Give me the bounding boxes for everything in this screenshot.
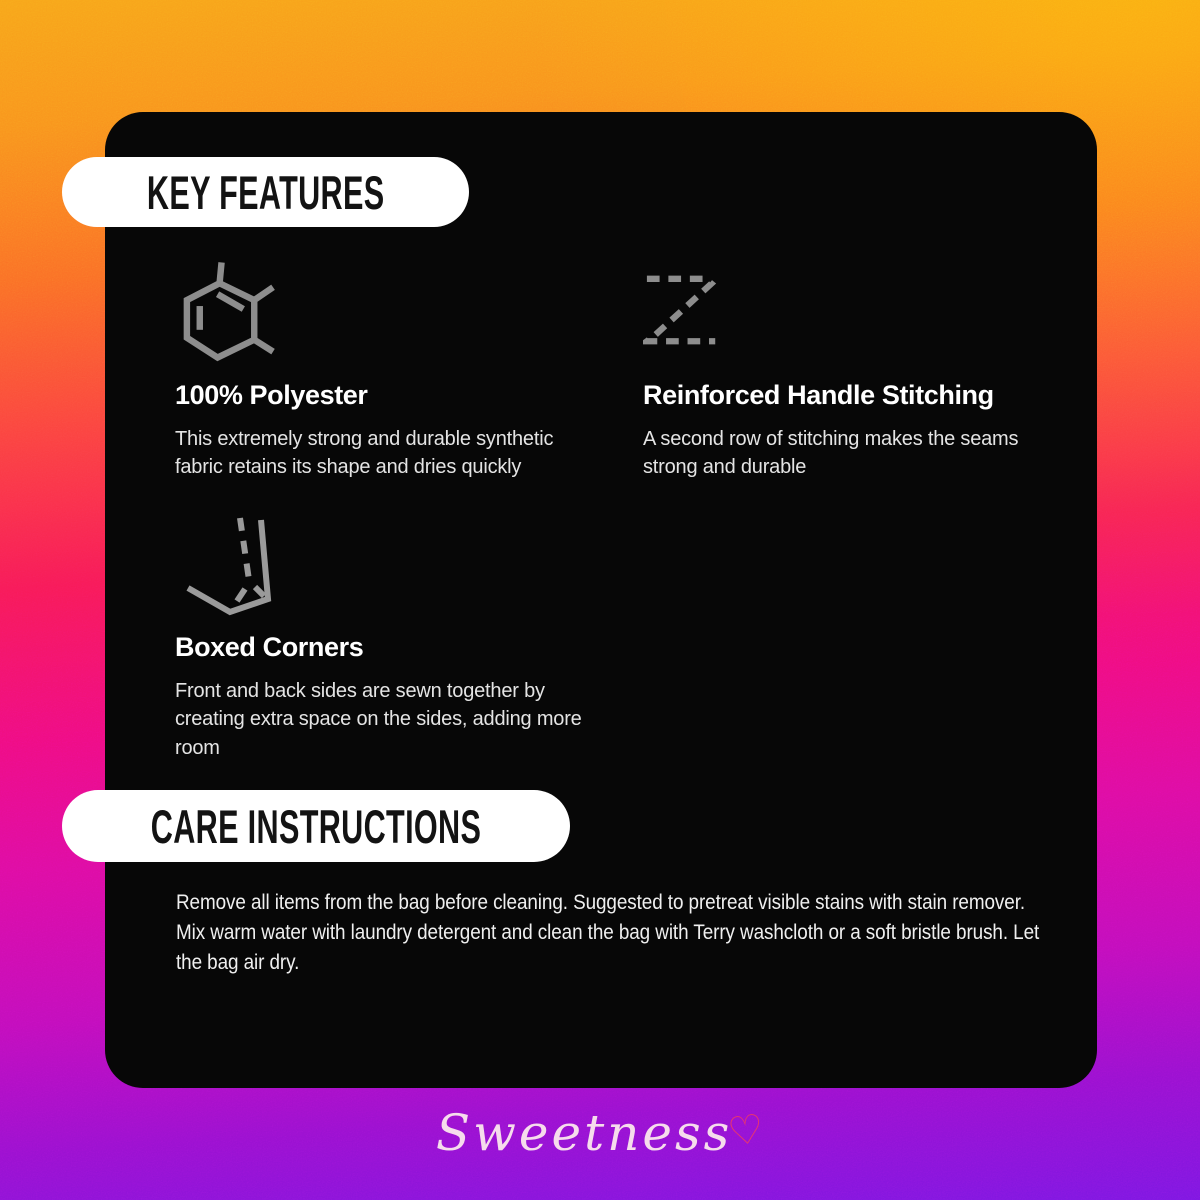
care-instructions-header <box>62 790 570 862</box>
boxed-corner-seam-icon <box>175 498 625 620</box>
polyester-molecule-icon <box>175 253 615 368</box>
stitching-zigzag-icon <box>643 253 1073 368</box>
feature-polyester <box>175 253 615 482</box>
feature-boxed-corners <box>175 498 625 762</box>
brand-logo <box>0 1104 1200 1162</box>
feature-description: Front and back sides are sewn together by creating extra space on the sides, adding more room <box>175 680 582 759</box>
feature-description: This extremely strong and durable synthetic fabric retains its shape and dries quickly <box>175 428 554 479</box>
feature-stitching <box>643 253 1073 482</box>
care-instructions-text: Remove all items from the bag before cleaning. Suggested to pretreat visible stains with stain remover. Mix warm water with laundry detergent and clean the bag with Terry washcloth or a soft bristle brush. Let the bag air dry. <box>176 891 1040 974</box>
feature-description: A second row of stitching makes the seams strong and durable <box>643 428 1019 479</box>
key-features-header <box>62 157 469 227</box>
feature-title: 100% Polyester <box>175 380 368 410</box>
heart-icon: ♡ <box>725 1105 768 1157</box>
feature-title: Reinforced Handle Stitching <box>643 380 994 410</box>
key-features-label: KEY FEATURES <box>146 164 385 220</box>
feature-title: Boxed Corners <box>175 632 364 662</box>
brand-name-script: Sweetness <box>435 1104 733 1162</box>
care-instructions-label: CARE INSTRUCTIONS <box>150 798 482 854</box>
